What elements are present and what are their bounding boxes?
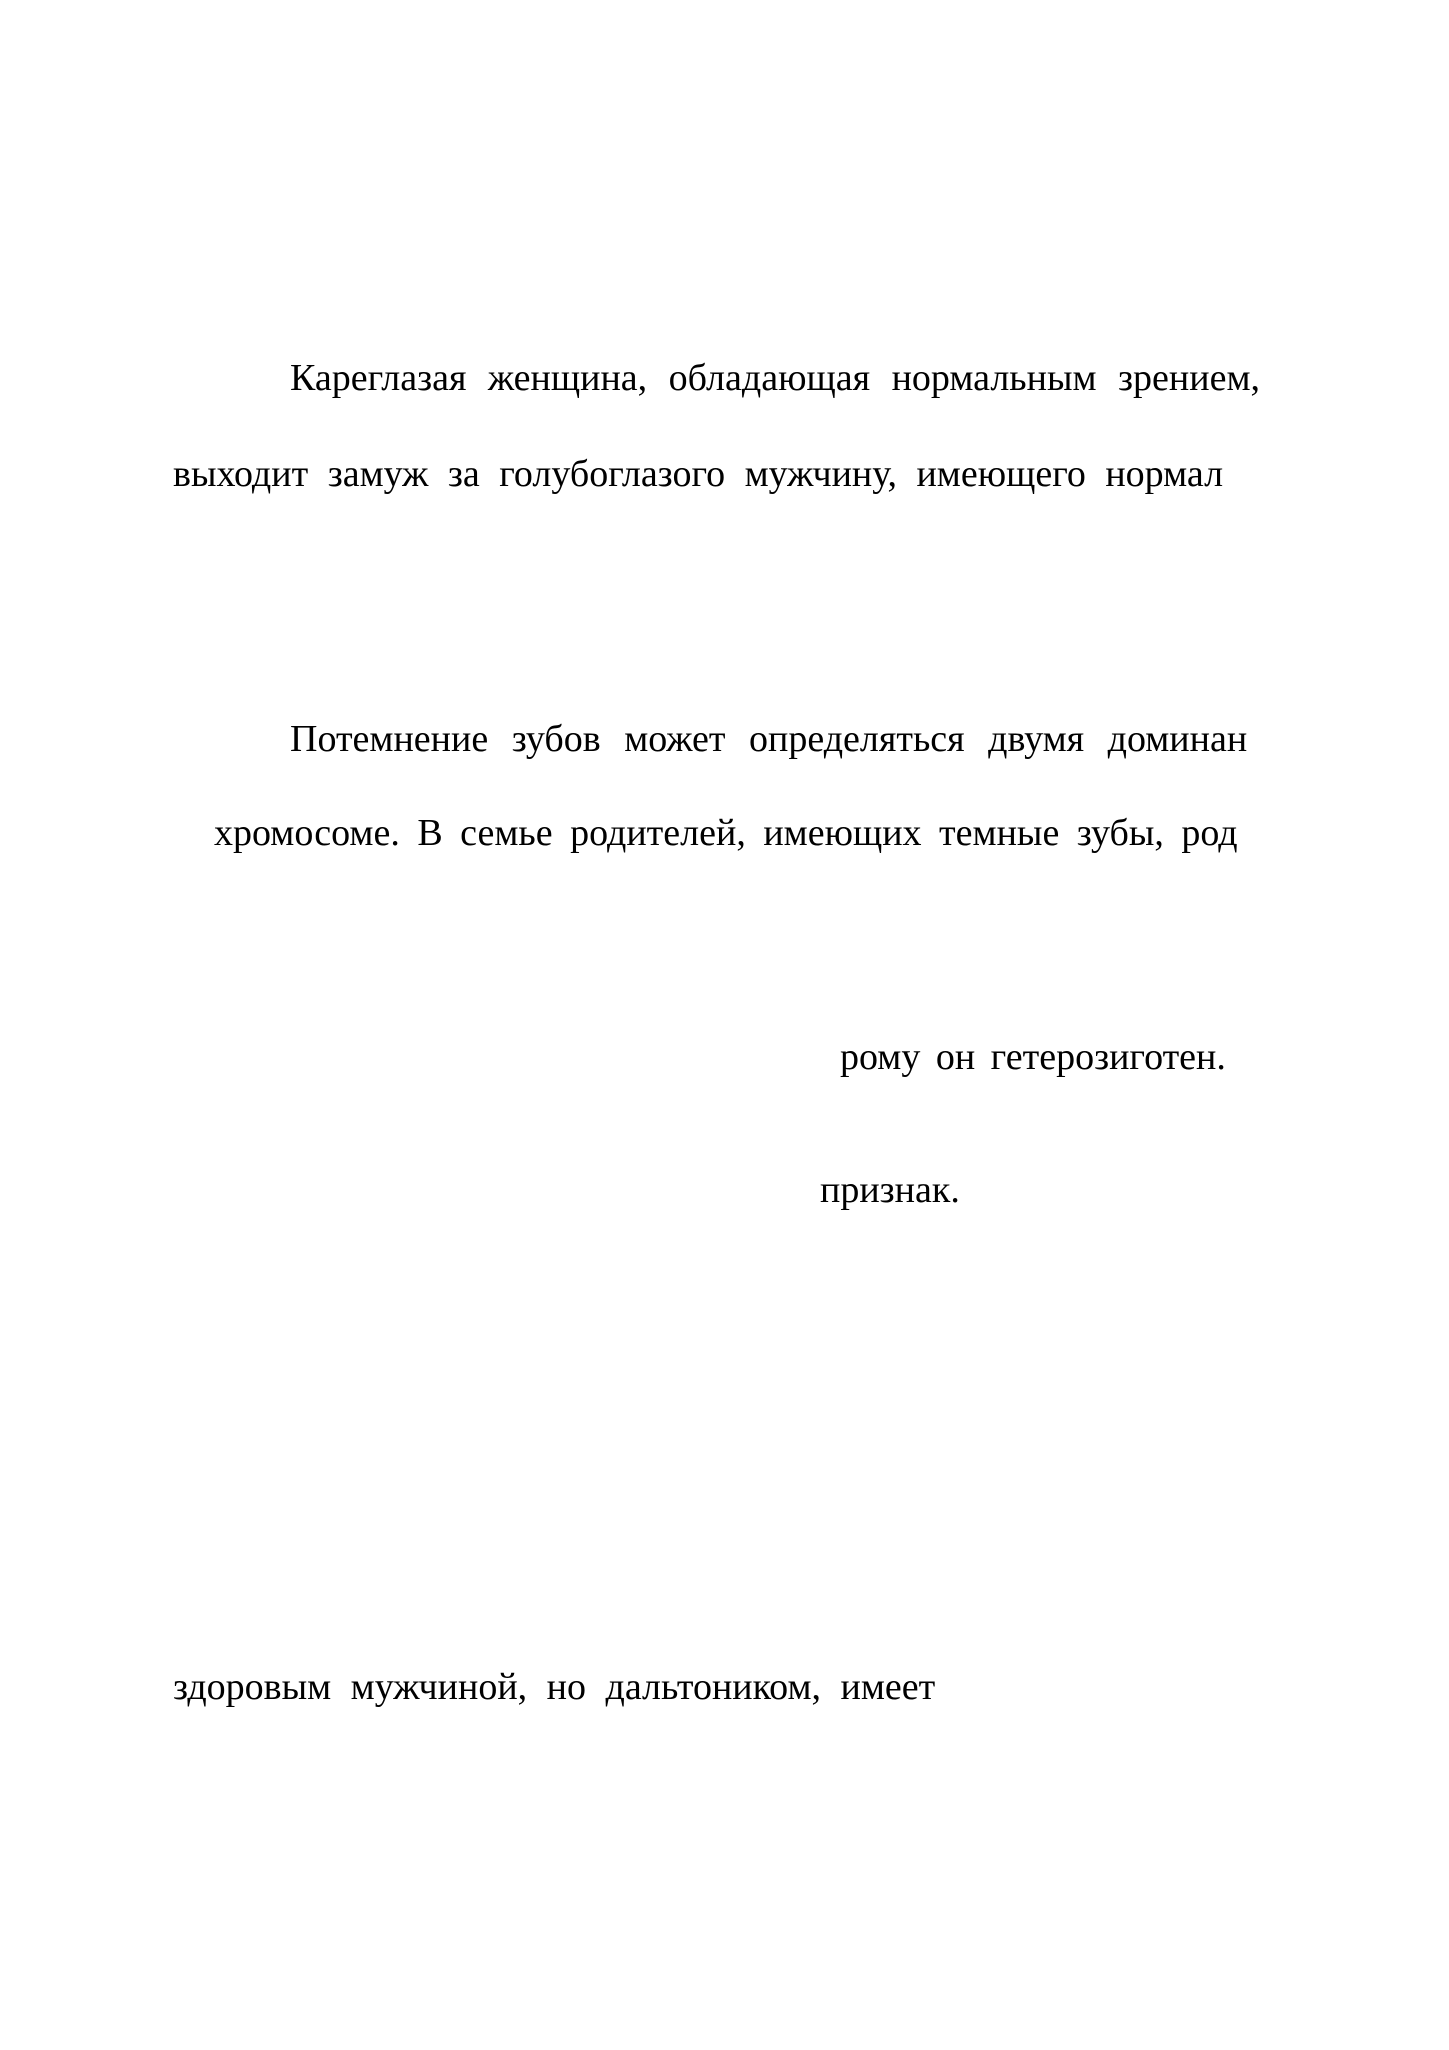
fragment-line-heterozygous: рому он гетерозиготен.	[840, 1036, 1226, 1078]
paragraph-2-line-1: Потемнение зубов может определяться двумя доминан	[290, 718, 1248, 760]
fragment-line-colorblind: здоровым мужчиной, но дальтоником, имеет	[173, 1666, 936, 1708]
paragraph-2-line-2: хромосоме. В семье родителей, имеющих темные зубы, род	[214, 812, 1238, 854]
paragraph-1-line-2: выходит замуж за голубоглазого мужчину, имеющего нормал	[173, 453, 1224, 495]
fragment-line-trait: признак.	[820, 1169, 960, 1211]
paragraph-1-line-1: Кареглазая женщина, обладающая нормальным зрением,	[290, 357, 1261, 399]
